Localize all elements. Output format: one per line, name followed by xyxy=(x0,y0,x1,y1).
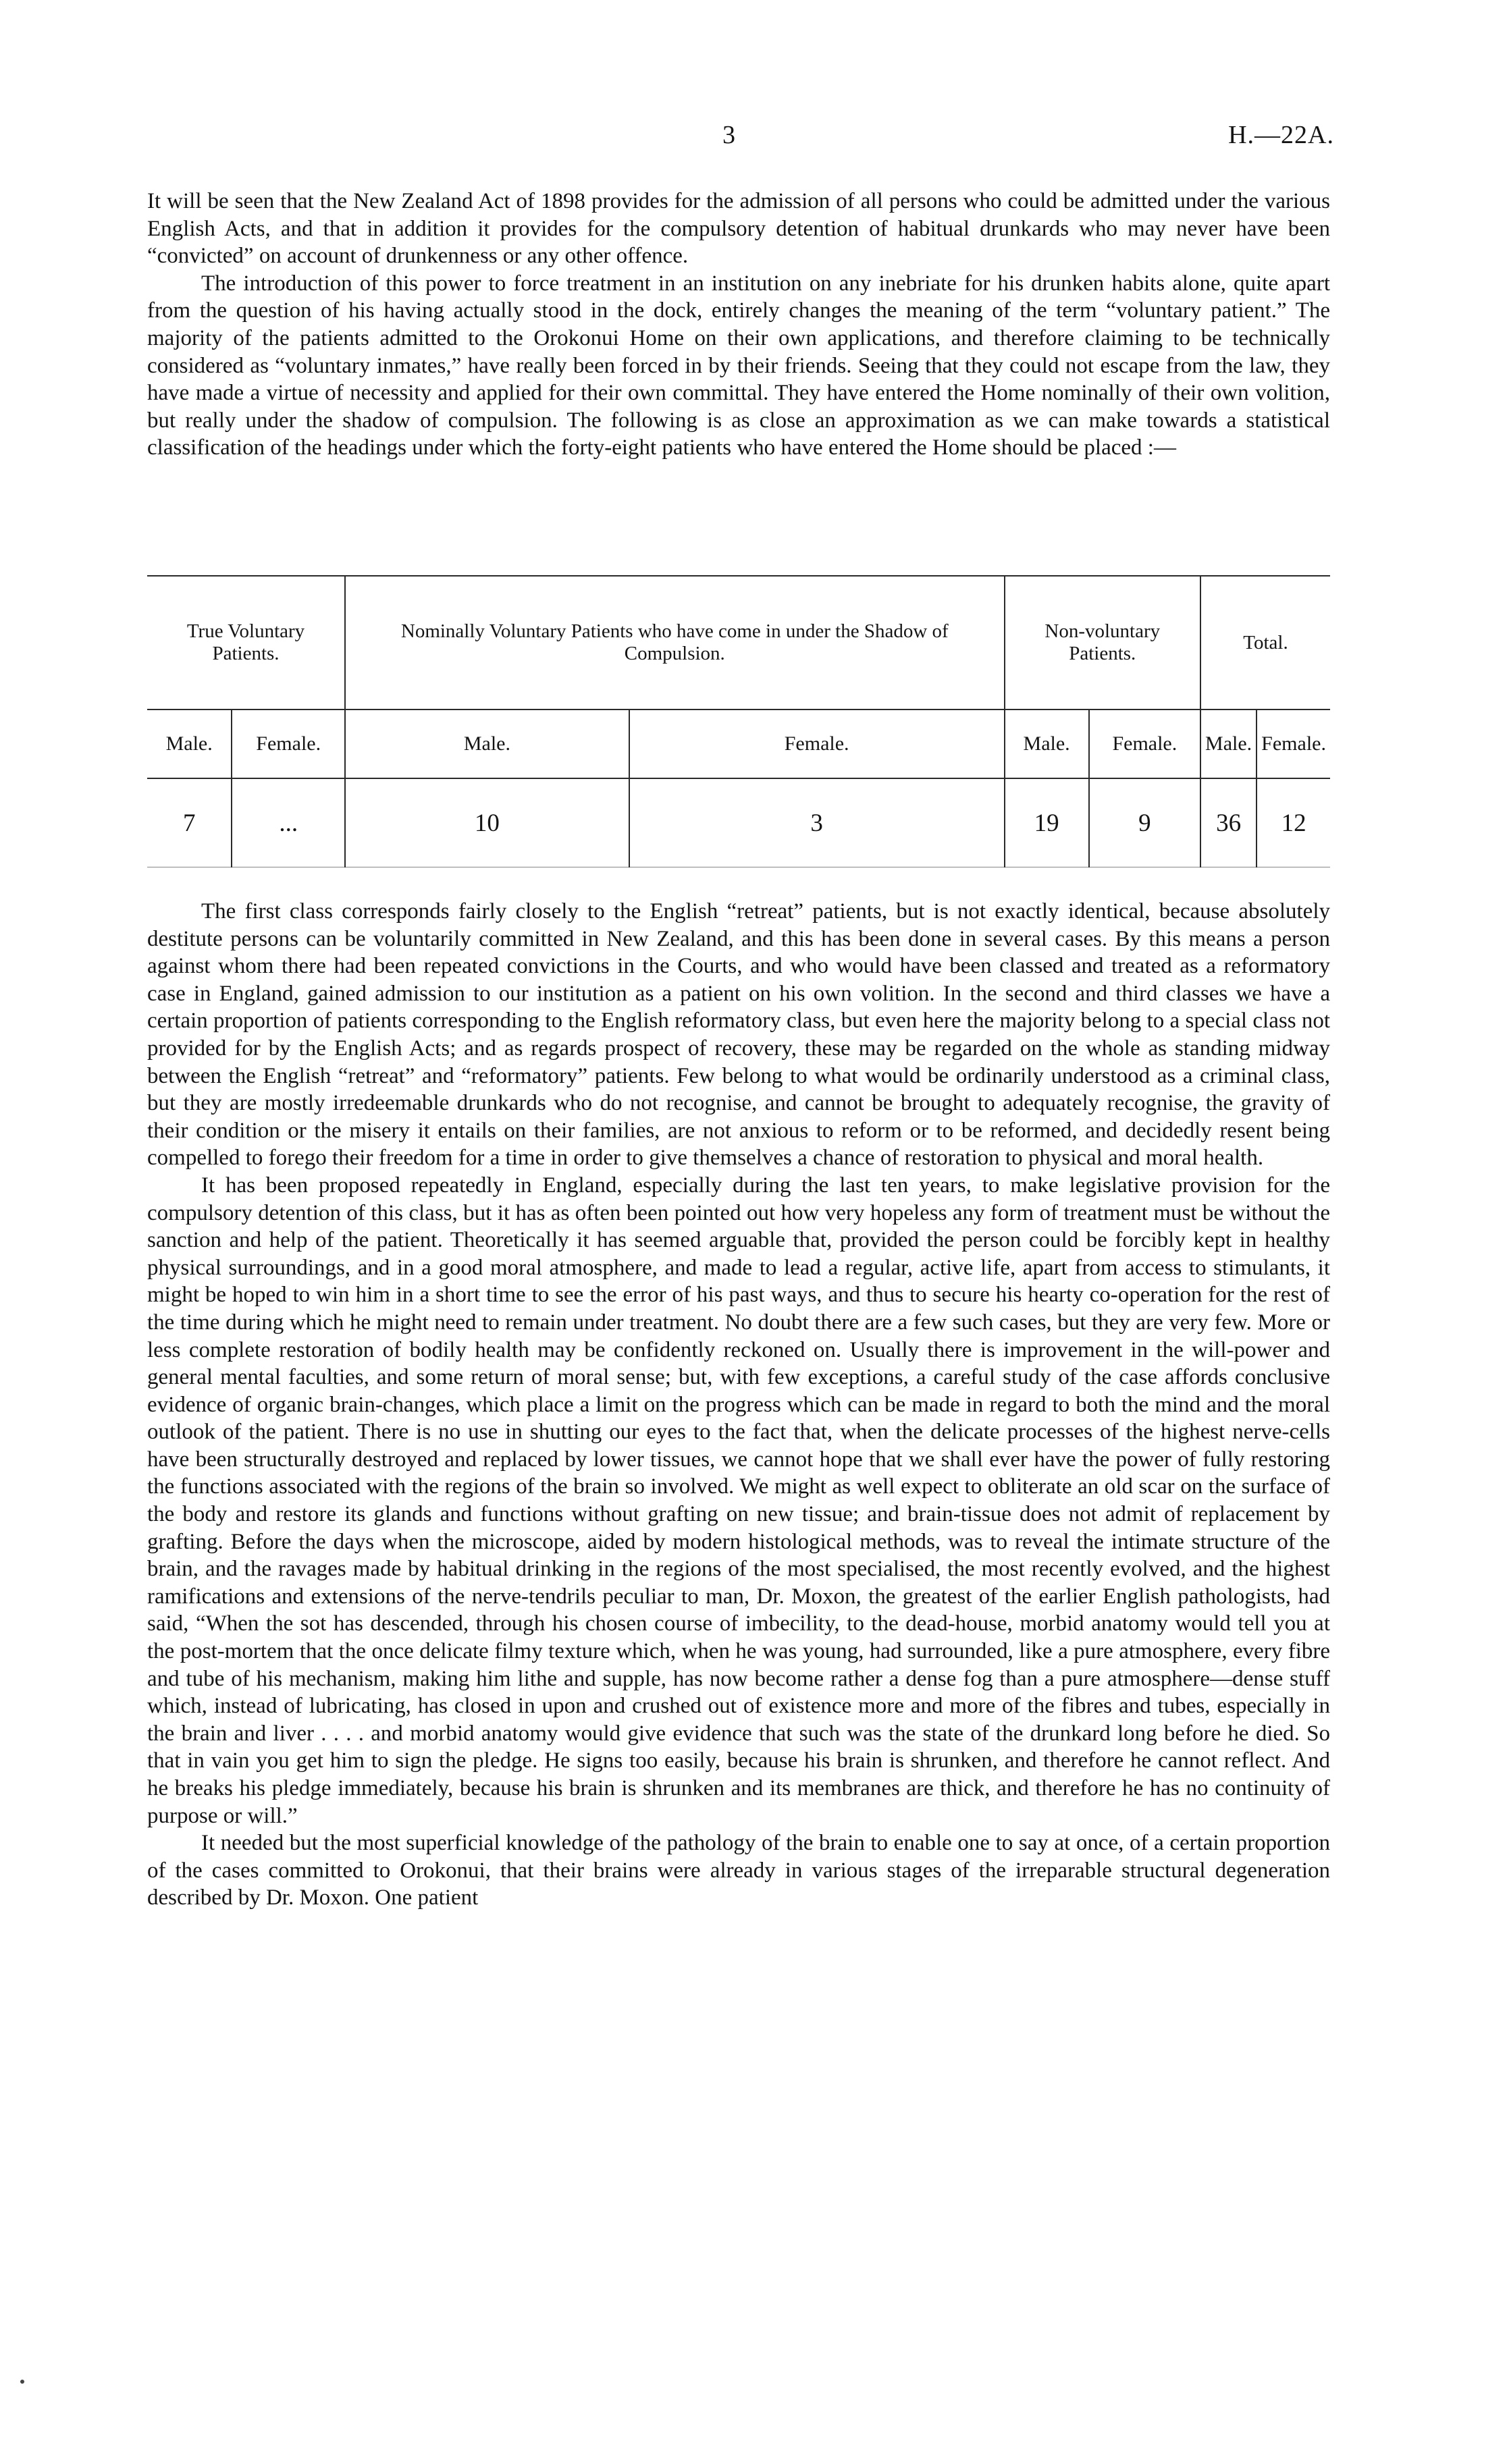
paragraph: It has been proposed repeatedly in England, especially during the last ten years, to make legislative provision for the compulsory detention of this class, but it has as often been pointed out how very hopeless any form of treatment must be without the sanction and help of the patient. Theoretically it has seemed arguable that, provided the person could be forcibly kept in healthy physical surroundings, and in a good moral atmosphere, and made to lead a regular, active life, apart from access to stimulants, it might be hoped to win him in a short time to see the error of his past ways, and thus to secure his hearty co-operation for the rest of the time during which he might need to remain under treatment. No doubt there are a few such cases, but they are very few. More or less complete restoration of bodily health may be confidently reckoned on. Usually there is improvement in the will-power and general mental faculties, and some return of moral sense; but, with few exceptions, a careful study of the case affords conclusive evidence of organic brain-changes, which place a limit on the progress which can be made in regard to both the mind and the moral outlook of the patient. There is no use in shutting our eyes to the fact that, when the delicate processes of the highest nerve-cells have been structurally destroyed and replaced by lower tissues, we cannot hope that we shall ever have the power of fully restoring the functions associated with the regions of the brain so involved. We might as well expect to obliterate an old scar on the surface of the body and restore its glands and functions without grafting on new tissue; and brain-tissue does not admit of replacement by grafting. Before the days when the microscope, aided by modern histological methods, was to reveal the intimate structure of the brain, and the ravages made by habitual drinking in the regions of the most specialised, the most recently evolved, and the highest ramifications and extensions of the nerve-tendrils peculiar to man, Dr. Moxon, the greatest of the earlier English pathologists, had said, “When the sot has descended, through his chosen course of imbecility, to the dead-house, morbid anatomy would tell you at the post-mortem that the once delicate filmy texture which, when he was young, had surrounded, like a pure atmosphere, every fibre and tube of his mechanism, making him lithe and supple, has now become rather a dense fog than a pure atmosphere—dense stuff which, instead of lubricating, has closed in upon and crushed out of existence more and more of the fibres and tubes, especially in the brain and liver . . . . and morbid anatomy would give evidence that such was the state of the drunkard long before he died. So that in vain you get him to sign the pledge. He signs too easily, because his brain is shrunken, and therefore he cannot reflect. And he breaks his pledge immediately, because his brain is shrunken and its membranes are thick, and therefore he has no continuity of purpose or will.” xyxy=(147,1173,1330,1828)
patient-classification-table xyxy=(147,575,1330,867)
table-cell: 10 xyxy=(345,778,629,867)
document-reference: H.—22A. xyxy=(1228,121,1334,149)
table-cell: 3 xyxy=(629,778,1005,867)
table-cell: 19 xyxy=(1005,778,1089,867)
paragraph: It needed but the most superficial knowledge of the pathology of the brain to enable one to say at once, of a certain proportion of the cases committed to Orokonui, that their brains were already in various stages of the irreparable structural degeneration described by Dr. Moxon. One patient xyxy=(147,1831,1330,1910)
paragraph: The introduction of this power to force treatment in an institution on any inebriate for his drunken habits alone, quite apart from the question of his having actually stood in the dock, entirely changes the meaning of the term “voluntary patient.” The majority of the patients admitted to the Orokonui Home on their own applications, and therefore claiming to be technically considered as “voluntary inmates,” have really been forced in by their friends. Seeing that they could not escape from the law, they have made a virtue of necessity and applied for their own committal. They have entered the Home nominally of their own volition, but really under the shadow of compulsion. The following is as close an approximation as we can make towards a statistical classification of the headings under which the forty-eight patients who have entered the Home should be placed :— xyxy=(147,271,1330,460)
table-subheader-row xyxy=(147,709,1330,778)
paragraph: It will be seen that the New Zealand Act of 1898 provides for the admission of all persons who could be admitted under the various English Acts, and that in addition it provides for the compulsory detention of habitual drunkards who may never have been “convicted” on account of drunkenness or any other offence. xyxy=(147,189,1330,269)
page-number: 3 xyxy=(722,121,735,149)
subheader-cell: Female. xyxy=(1089,709,1200,778)
subheader-cell: Male. xyxy=(345,709,629,778)
intro-section xyxy=(147,188,1330,462)
group-header-true-voluntary: True Voluntary Patients. xyxy=(186,620,305,664)
subheader-cell: Female. xyxy=(232,709,345,778)
discussion-section xyxy=(147,898,1330,1912)
table-cell: 9 xyxy=(1089,778,1200,867)
subheader-cell: Male. xyxy=(165,732,213,755)
margin-mark xyxy=(20,2380,24,2384)
paragraph: The first class corresponds fairly closely to the English “retreat” patients, but is not exactly identical, because absolutely destitute persons can be voluntarily committed in New Zealand, and this has been done in several cases. By this means a person against whom there had been repeated convictions in the Courts, and who would have been classed and treated as a reformatory case in England, gained admission to our institution as a patient on his own volition. In the second and third classes we have a certain proportion of patients corresponding to the English reformatory class, but even here the majority belong to a special class not provided for by the English Acts; and as regards prospect of recovery, these may be regarded on the whole as standing midway between the English “retreat” and “reformatory” patients. Few belong to what would be ordinarily understood as a criminal class, but they are mostly irredeemable drunkards who do not recognise, and cannot be brought to adequately recognise, the gravity of their condition or the misery it entails on their families, are not anxious to reform or to be reformed, and decidedly resent being compelled to forego their freedom for a time in order to give themselves a chance of restoration to physical and moral health. xyxy=(147,899,1330,1171)
subheader-cell: Male. xyxy=(1200,709,1257,778)
group-header-total: Total. xyxy=(1200,576,1330,709)
table-cell: ... xyxy=(232,778,345,867)
subheader-cell: Male. xyxy=(1005,709,1089,778)
group-header-non-voluntary: Non-voluntary Patients. xyxy=(1005,576,1201,709)
table-row xyxy=(147,778,1330,867)
subheader-cell: Female. xyxy=(1257,709,1330,778)
table-cell: 36 xyxy=(1200,778,1257,867)
subheader-cell: Female. xyxy=(629,709,1005,778)
table-group-header-row xyxy=(147,576,1330,709)
table-cell: 7 xyxy=(182,809,196,837)
table-cell: 12 xyxy=(1257,778,1330,867)
group-header-nominally-voluntary: Nominally Voluntary Patients who have come in under the Shadow of Compulsion. xyxy=(345,576,1004,709)
